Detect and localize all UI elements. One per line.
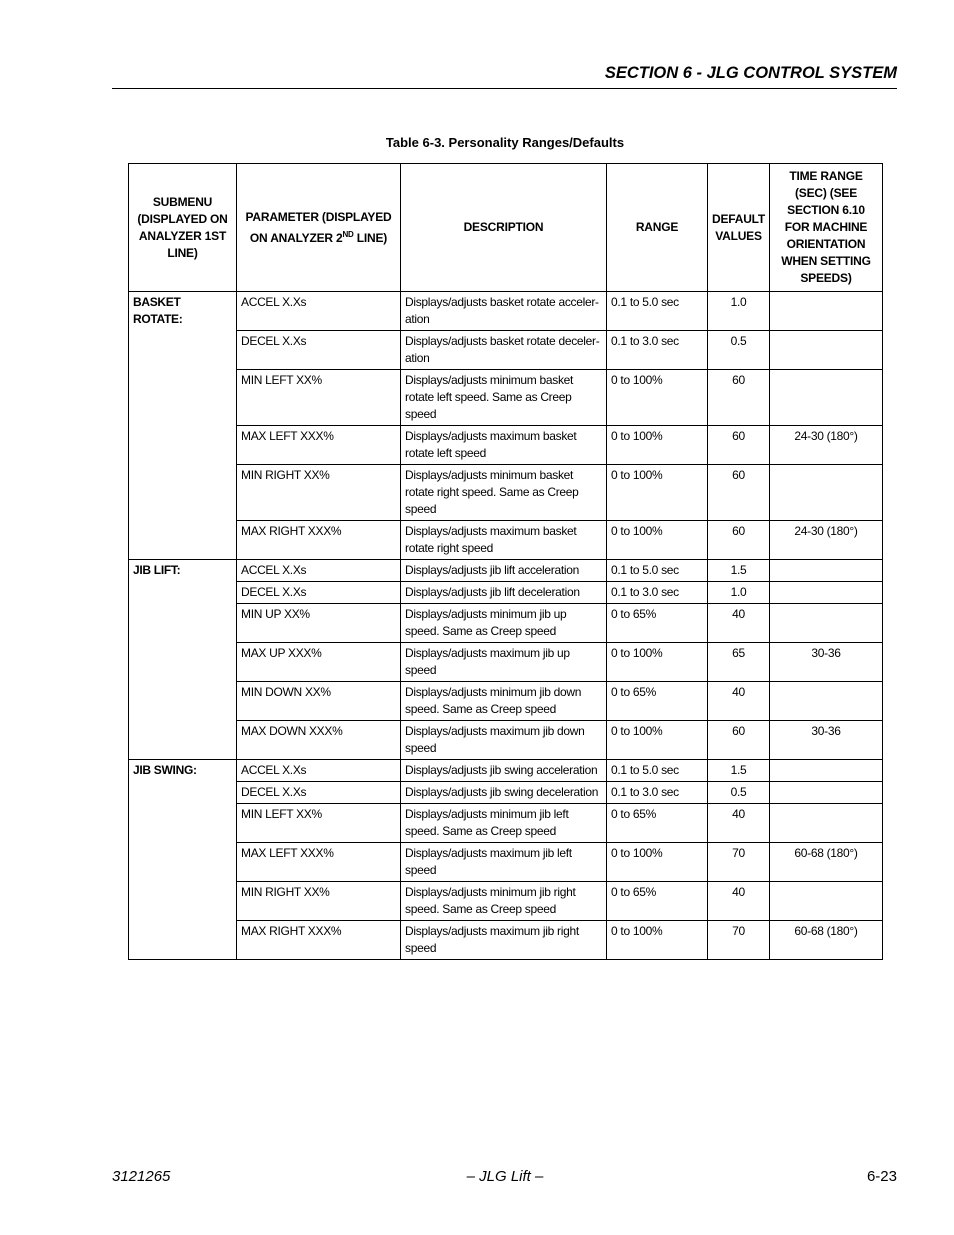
range-cell: 0 to 100% [607, 643, 708, 682]
submenu-cell: JIB LIFT: [129, 560, 237, 760]
time-range-cell: 24-30 (180°) [770, 426, 883, 465]
parameter-cell: MIN LEFT XX% [237, 804, 401, 843]
table-header-row [129, 164, 883, 292]
default-cell: 0.5 [708, 331, 770, 370]
time-range-cell [770, 331, 883, 370]
section-title: SECTION 6 - JLG CONTROL SYSTEM [604, 64, 897, 82]
parameter-cell: ACCEL X.Xs [237, 292, 401, 331]
parameter-cell: MAX RIGHT XXX% [237, 921, 401, 960]
parameter-cell: MAX UP XXX% [237, 643, 401, 682]
parameter-cell: DECEL X.Xs [237, 582, 401, 604]
table-row [129, 782, 883, 804]
parameter-cell: MIN LEFT XX% [237, 370, 401, 426]
footer-page-number: 6-23 [866, 1168, 897, 1185]
range-cell: 0 to 100% [607, 426, 708, 465]
description-cell: Displays/adjusts jib swing acceleration [401, 760, 607, 782]
default-cell: 1.0 [708, 582, 770, 604]
range-cell: 0 to 65% [607, 682, 708, 721]
time-range-cell [770, 560, 883, 582]
description-cell: Displays/adjusts minimum jib down speed. Same as Creep speed [401, 682, 607, 721]
range-cell: 0 to 100% [607, 465, 708, 521]
range-cell: 0.1 to 5.0 sec [607, 560, 708, 582]
table-row [129, 582, 883, 604]
range-cell: 0 to 100% [607, 721, 708, 760]
default-cell: 60 [708, 370, 770, 426]
submenu-cell: JIB SWING: [129, 760, 237, 960]
table-row [129, 643, 883, 682]
description-cell: Displays/adjusts basket rotate deceler- ation [401, 331, 607, 370]
col-header-default: DEFAULT VALUES [708, 164, 770, 292]
table-row [129, 331, 883, 370]
time-range-cell: 60-68 (180°) [770, 921, 883, 960]
description-cell: Displays/adjusts maximum basket rotate right speed [401, 521, 607, 560]
time-range-cell: 24-30 (180°) [770, 521, 883, 560]
table-row [129, 921, 883, 960]
range-cell: 0.1 to 3.0 sec [607, 582, 708, 604]
table-row [129, 292, 883, 331]
range-cell: 0.1 to 5.0 sec [607, 292, 708, 331]
header-rule [112, 88, 897, 89]
range-cell: 0.1 to 3.0 sec [607, 331, 708, 370]
parameter-cell: MIN RIGHT XX% [237, 882, 401, 921]
description-cell: Displays/adjusts minimum jib up speed. Same as Creep speed [401, 604, 607, 643]
table-row [129, 465, 883, 521]
parameter-cell: ACCEL X.Xs [237, 560, 401, 582]
time-range-cell [770, 582, 883, 604]
range-cell: 0.1 to 5.0 sec [607, 760, 708, 782]
table-row [129, 560, 883, 582]
parameter-cell: MAX RIGHT XXX% [237, 521, 401, 560]
description-cell: Displays/adjusts maximum jib up speed [401, 643, 607, 682]
default-cell: 60 [708, 465, 770, 521]
footer-doc-number: 3121265 [112, 1168, 171, 1185]
range-cell: 0 to 100% [607, 921, 708, 960]
col-header-time-range: TIME RANGE (SEC) (SEE SECTION 6.10 FOR MACHINE ORIENTATION WHEN SETTING SPEEDS) [770, 164, 883, 292]
description-cell: Displays/adjusts basket rotate acceler- ation [401, 292, 607, 331]
description-cell: Displays/adjusts minimum jib left speed. Same as Creep speed [401, 804, 607, 843]
default-cell: 60 [708, 426, 770, 465]
default-cell: 40 [708, 682, 770, 721]
description-cell: Displays/adjusts jib lift deceleration [401, 582, 607, 604]
time-range-cell: 30-36 [770, 721, 883, 760]
time-range-cell [770, 465, 883, 521]
col-header-submenu: SUBMENU (DISPLAYED ON ANALYZER 1ST LINE) [129, 164, 237, 292]
parameter-cell: MIN UP XX% [237, 604, 401, 643]
table-row [129, 521, 883, 560]
table-body [129, 292, 883, 960]
parameter-cell: DECEL X.Xs [237, 331, 401, 370]
col-header-range: RANGE [607, 164, 708, 292]
table-row [129, 804, 883, 843]
time-range-cell [770, 370, 883, 426]
range-cell: 0 to 65% [607, 604, 708, 643]
time-range-cell [770, 804, 883, 843]
table-row [129, 426, 883, 465]
parameter-cell: MAX LEFT XXX% [237, 426, 401, 465]
table-row [129, 604, 883, 643]
time-range-cell: 30-36 [770, 643, 883, 682]
default-cell: 40 [708, 804, 770, 843]
parameter-cell: MAX LEFT XXX% [237, 843, 401, 882]
time-range-cell [770, 882, 883, 921]
default-cell: 70 [708, 843, 770, 882]
table-row [129, 760, 883, 782]
description-cell: Displays/adjusts minimum basket rotate right speed. Same as Creep speed [401, 465, 607, 521]
default-cell: 1.5 [708, 760, 770, 782]
submenu-cell: BASKET ROTATE: [129, 292, 237, 560]
time-range-cell: 60-68 (180°) [770, 843, 883, 882]
parameter-cell: ACCEL X.Xs [237, 760, 401, 782]
personality-ranges-table [128, 163, 883, 960]
description-cell: Displays/adjusts jib swing deceleration [401, 782, 607, 804]
default-cell: 70 [708, 921, 770, 960]
table-row [129, 882, 883, 921]
default-cell: 1.0 [708, 292, 770, 331]
default-cell: 1.5 [708, 560, 770, 582]
time-range-cell [770, 682, 883, 721]
parameter-cell: MAX DOWN XXX% [237, 721, 401, 760]
table-row [129, 721, 883, 760]
table-caption: Table 6-3. Personality Ranges/Defaults [385, 135, 625, 150]
default-cell: 60 [708, 721, 770, 760]
description-cell: Displays/adjusts minimum basket rotate left speed. Same as Creep speed [401, 370, 607, 426]
col-header-parameter: PARAMETER (DISPLAYED ON ANALYZER 2ND LINE) [237, 164, 401, 292]
description-cell: Displays/adjusts jib lift acceleration [401, 560, 607, 582]
description-cell: Displays/adjusts maximum jib right speed [401, 921, 607, 960]
range-cell: 0 to 100% [607, 843, 708, 882]
default-cell: 0.5 [708, 782, 770, 804]
parameter-cell: MIN DOWN XX% [237, 682, 401, 721]
range-cell: 0 to 100% [607, 370, 708, 426]
footer-center: – JLG Lift – [466, 1168, 544, 1185]
table-row [129, 682, 883, 721]
description-cell: Displays/adjusts maximum jib left speed [401, 843, 607, 882]
table-row [129, 370, 883, 426]
col-header-description: DESCRIPTION [401, 164, 607, 292]
time-range-cell [770, 292, 883, 331]
time-range-cell [770, 782, 883, 804]
description-cell: Displays/adjusts maximum basket rotate left speed [401, 426, 607, 465]
range-cell: 0.1 to 3.0 sec [607, 782, 708, 804]
time-range-cell [770, 604, 883, 643]
parameter-cell: MIN RIGHT XX% [237, 465, 401, 521]
default-cell: 60 [708, 521, 770, 560]
range-cell: 0 to 65% [607, 804, 708, 843]
description-cell: Displays/adjusts maximum jib down speed [401, 721, 607, 760]
description-cell: Displays/adjusts minimum jib right speed. Same as Creep speed [401, 882, 607, 921]
default-cell: 65 [708, 643, 770, 682]
default-cell: 40 [708, 604, 770, 643]
range-cell: 0 to 100% [607, 521, 708, 560]
range-cell: 0 to 65% [607, 882, 708, 921]
time-range-cell [770, 760, 883, 782]
table-row [129, 843, 883, 882]
default-cell: 40 [708, 882, 770, 921]
parameter-cell: DECEL X.Xs [237, 782, 401, 804]
